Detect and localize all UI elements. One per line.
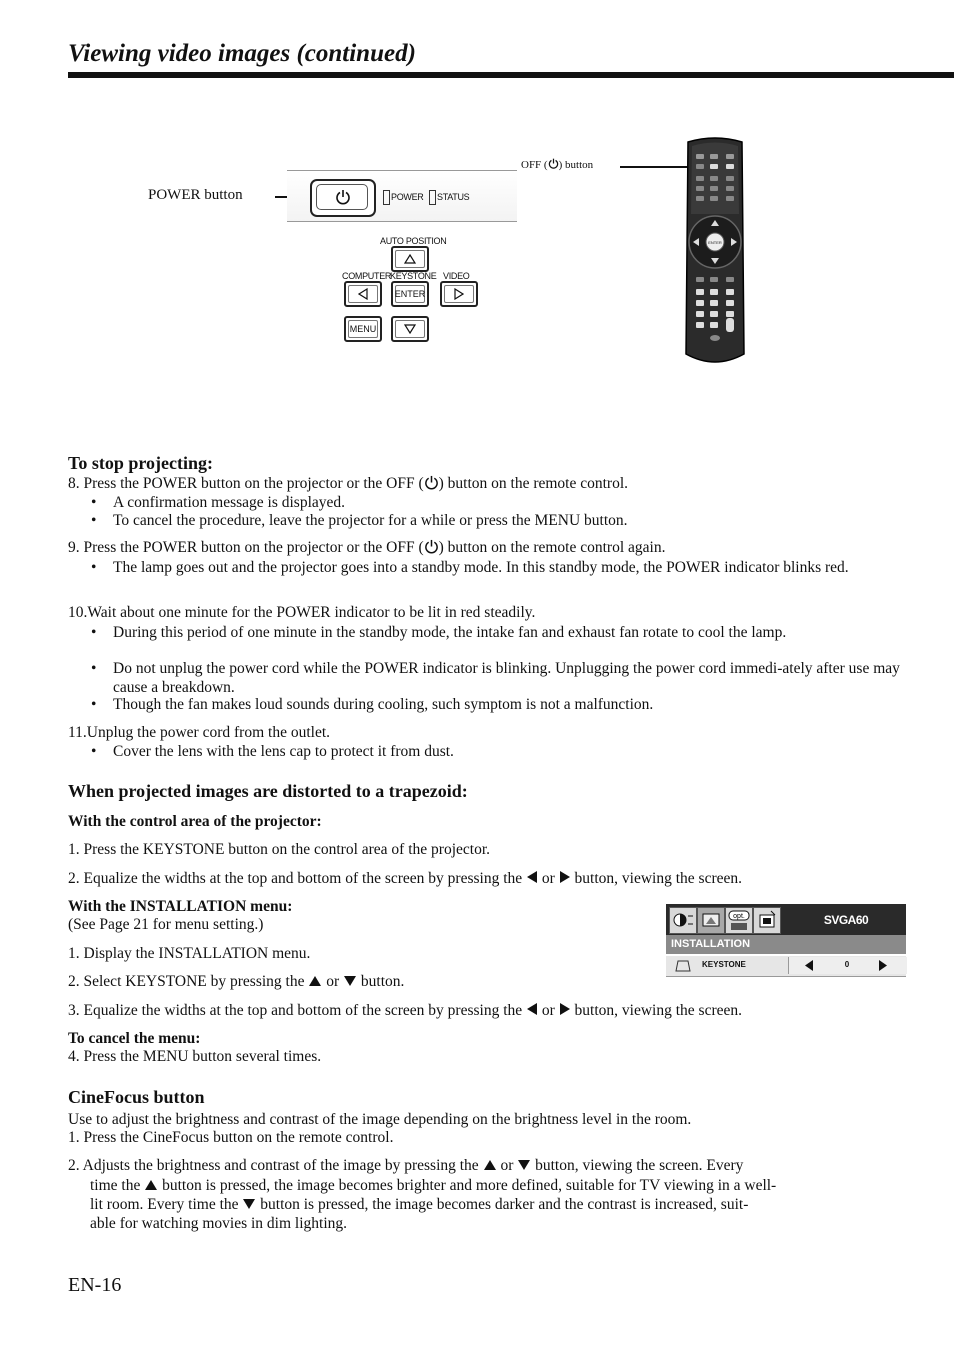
page-title: Viewing video images (continued) [68, 40, 416, 67]
menu-button-label: MENU [348, 320, 378, 338]
control-area-subheading: With the control area of the projector: [68, 813, 322, 830]
model-label: SVGA60 [823, 912, 869, 927]
up-triangle-icon [404, 254, 416, 264]
right-triangle-icon [559, 870, 571, 884]
power-indicator-label: POWER [391, 192, 424, 202]
keystone-menu-row[interactable] [666, 956, 906, 977]
cinefocus-intro: Use to adjust the brightness and contrast of the image depending on the brightness level in the room. [68, 1111, 692, 1128]
trapezoid-heading: When projected images are distorted to a trapezoid: [68, 781, 468, 801]
down-triangle-icon [242, 1198, 256, 1210]
installation-icon [697, 907, 725, 934]
installation-note: (See Page 21 for menu setting.) [68, 916, 264, 933]
keystone-value: 0 [844, 960, 850, 969]
installation-menu-screenshot [666, 904, 906, 976]
cancel-subheading: To cancel the menu: [68, 1030, 201, 1047]
cancel-step-4: 4. Press the MENU button several times. [68, 1048, 322, 1065]
option-icon [725, 907, 753, 934]
keystone-label: KEYSTONE [390, 271, 437, 281]
increase-arrow-icon[interactable] [879, 960, 887, 971]
menu-section-title: INSTALLATION [666, 935, 906, 954]
stop-heading: To stop projecting: [68, 453, 214, 473]
down-button[interactable] [391, 316, 429, 342]
left-triangle-icon [358, 288, 368, 300]
step-11: 11.Unplug the power cord from the outlet. [68, 724, 331, 741]
page-number: EN-16 [68, 1274, 122, 1296]
control-step-2: 2. Equalize the widths at the top and bottom of the screen by pressing the or button, viewing the screen. [68, 870, 742, 887]
up-triangle-icon [483, 1159, 497, 1171]
step-10: 10.Wait about one minute for the POWER indicator to be lit in red steadily. [68, 604, 536, 621]
installation-step-2: 2. Select KEYSTONE by pressing the or button. [68, 973, 405, 990]
computer-left-button[interactable] [344, 281, 382, 307]
power-icon [424, 539, 439, 554]
step-8-bullet-2: • To cancel the procedure, leave the projector for a while or press the MENU button. [113, 512, 903, 530]
step-9: 9. Press the POWER button on the projector or the OFF ( ) button on the remote control again. [68, 539, 666, 556]
left-triangle-icon [526, 870, 538, 884]
power-icon [335, 189, 351, 205]
down-triangle-icon [343, 975, 357, 987]
step-8: 8. Press the POWER button on the projector or the OFF ( ) button on the remote control. [68, 475, 629, 492]
up-triangle-icon [144, 1179, 158, 1191]
step-10-bullet-2: • Do not unplug the power cord while the POWER indicator is blinking. Unplugging the power cord immedi-ately after use may cause a breakdown. [113, 659, 913, 697]
keystone-icon [674, 959, 692, 973]
control-step-1: 1. Press the KEYSTONE button on the control area of the projector. [68, 841, 490, 858]
cinefocus-step-2-line-4: able for watching movies in dim lighting. [90, 1215, 347, 1232]
cinefocus-step-2-line-1: 2. Adjusts the brightness and contrast of the image by pressing the or button, viewing the screen. Every [68, 1157, 744, 1174]
power-icon [548, 158, 559, 169]
step-9-bullet-1: • The lamp goes out and the projector goes into a standby mode. In this standby mode, the POWER indicator blinks red. [113, 558, 913, 577]
menu-button[interactable] [344, 316, 382, 342]
status-indicator-label: STATUS [437, 192, 470, 202]
installation-subheading: With the INSTALLATION menu: [68, 898, 293, 915]
picture-adjust-icon [669, 907, 697, 934]
auto-position-up-button[interactable] [391, 246, 429, 272]
power-icon [424, 475, 439, 490]
enter-button-label: ENTER [395, 285, 425, 303]
menu-icon-bar [666, 904, 906, 935]
computer-label: COMPUTER [342, 271, 392, 281]
installation-step-3: 3. Equalize the widths at the top and bottom of the screen by pressing the or button, viewing the screen. [68, 1002, 742, 1019]
power-indicator-lamp [383, 190, 390, 205]
keystone-item-label: KEYSTONE [702, 960, 746, 969]
installation-step-1: 1. Display the INSTALLATION menu. [68, 945, 311, 962]
video-label: VIDEO [443, 271, 470, 281]
down-triangle-icon [517, 1159, 531, 1171]
right-triangle-icon [454, 288, 464, 300]
auto-position-label: AUTO POSITION [380, 236, 447, 246]
step-11-bullet-1: • Cover the lens with the lens cap to protect it from dust. [113, 743, 903, 761]
left-triangle-icon [526, 1002, 538, 1016]
down-triangle-icon [404, 324, 416, 334]
step-10-bullet-3: • Though the fan makes loud sounds during cooling, such symptom is not a malfunction. [113, 696, 903, 714]
decrease-arrow-icon[interactable] [805, 960, 813, 971]
cinefocus-step-2-line-2: time the button is pressed, the image becomes brighter and more defined, suitable for TV viewing in a well- [90, 1177, 777, 1194]
right-triangle-icon [559, 1002, 571, 1016]
keystone-enter-button[interactable] [391, 281, 429, 307]
svg-text:opt.: opt. [733, 913, 745, 920]
step-10-bullet-1: • During this period of one minute in the standby mode, the intake fan and exhaust fan rotate to cool the lamp. [113, 623, 913, 642]
cinefocus-step-2-line-3: lit room. Every time the button is pressed, the image becomes darker and the contrast is increased, suit- [90, 1196, 749, 1213]
off-button-callout: OFF ( ) button [521, 159, 594, 171]
power-button-callout: POWER button [148, 187, 243, 203]
projector-power-button[interactable] [310, 179, 376, 217]
signal-icon [753, 907, 781, 934]
title-rule [68, 72, 954, 78]
status-indicator-lamp [429, 190, 436, 205]
svg-text:ENTER: ENTER [708, 240, 722, 245]
step-8-bullet-1: • A confirmation message is displayed. [113, 494, 903, 512]
remote-control [682, 134, 748, 370]
cinefocus-heading: CineFocus button [68, 1087, 205, 1107]
cinefocus-step-1: 1. Press the CineFocus button on the remote control. [68, 1129, 394, 1146]
up-triangle-icon [308, 975, 322, 987]
video-right-button[interactable] [440, 281, 478, 307]
